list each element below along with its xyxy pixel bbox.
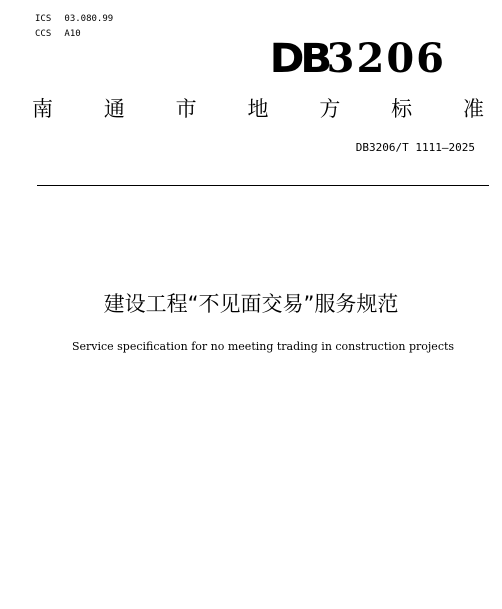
db-standard-code [271, 36, 446, 82]
ics-label: ICS [35, 14, 52, 24]
ccs-code: A10 [64, 29, 81, 39]
issuer-char: 通 [103, 97, 125, 121]
issuer-char: 标 [391, 97, 413, 121]
document-title-english: Service specification for no meeting trading in construction projects [71, 340, 455, 353]
issuer-char: 市 [175, 97, 197, 121]
document-title-chinese: 建设工程“不见面交易”服务规范 [103, 292, 399, 316]
ics-classification [35, 14, 113, 25]
ccs-classification [35, 29, 81, 40]
issuer-char: 南 [32, 97, 53, 121]
issuer-char: 方 [319, 97, 341, 121]
issuer-char: 准 [462, 97, 484, 121]
db-region-code: 3206 [326, 35, 446, 82]
header-divider [37, 185, 489, 186]
issuer-title [32, 96, 484, 122]
standard-number: DB3206/T 1111—2025 [355, 141, 475, 154]
db-prefix: DB [269, 36, 329, 82]
ics-code: 03.080.99 [64, 14, 114, 24]
issuer-char: 地 [247, 97, 269, 121]
ccs-label: CCS [35, 29, 52, 39]
